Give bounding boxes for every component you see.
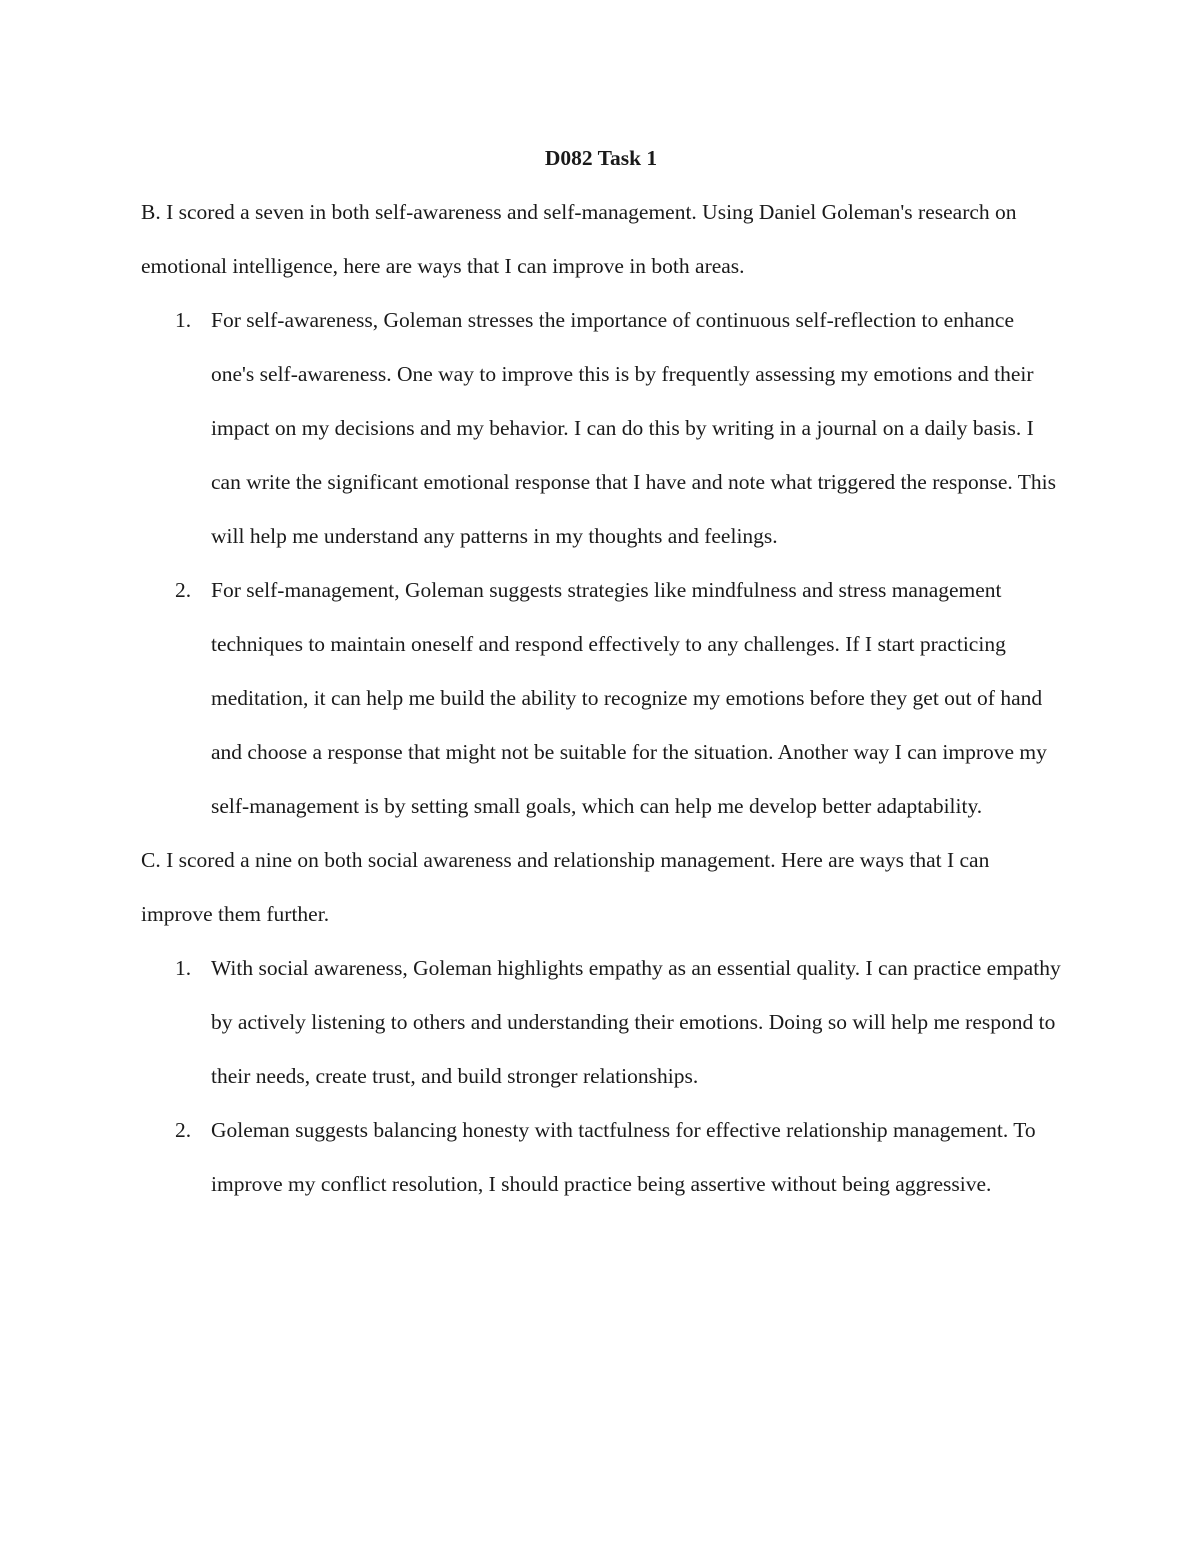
- document-title: D082 Task 1: [544, 146, 658, 170]
- list-item-text: For self-management, Goleman suggests strategies like mindfulness and stress management techniques to maintain oneself and respond effectively to any challenges. If I start practicing meditation, it can help me build the ability to recognize my emotions before they get out of hand and choose a response that might not be suitable for the situation. Another way I can improve my self-management is by setting small goals, which can help me develop better adaptability.: [211, 578, 1047, 818]
- section-b-intro: B. I scored a seven in both self-awareness and self-management. Using Daniel Goleman's research on emotional intelligence, here are ways that I can improve in both areas.: [141, 200, 1017, 278]
- list-item-number: 1.: [175, 956, 192, 980]
- list-item-number: 2.: [175, 1118, 192, 1142]
- list-item: [141, 563, 1061, 833]
- section-c-intro: C. I scored a nine on both social awareness and relationship management. Here are ways that I can improve them further.: [141, 848, 990, 926]
- document-body: [141, 131, 1061, 1211]
- list-item: [141, 941, 1061, 1103]
- section-c-list: [141, 941, 1061, 1211]
- list-item: [141, 1103, 1061, 1211]
- list-item-text: With social awareness, Goleman highlights empathy as an essential quality. I can practice empathy by actively listening to others and understanding their emotions. Doing so will help me respond to their needs, create trust, and build stronger relationships.: [211, 956, 1061, 1088]
- list-item: [141, 293, 1061, 563]
- section-b-list: [141, 293, 1061, 833]
- list-item-text: Goleman suggests balancing honesty with tactfulness for effective relationship management. To improve my conflict resolution, I should practice being assertive without being aggressive.: [211, 1118, 1036, 1196]
- list-item-number: 1.: [175, 308, 192, 332]
- list-item-text: For self-awareness, Goleman stresses the importance of continuous self-reflection to enhance one's self-awareness. One way to improve this is by frequently assessing my emotions and their impact on my decisions and my behavior. I can do this by writing in a journal on a daily basis. I can write the significant emotional response that I have and note what triggered the response. This will help me understand any patterns in my thoughts and feelings.: [211, 308, 1057, 548]
- list-item-number: 2.: [175, 578, 192, 602]
